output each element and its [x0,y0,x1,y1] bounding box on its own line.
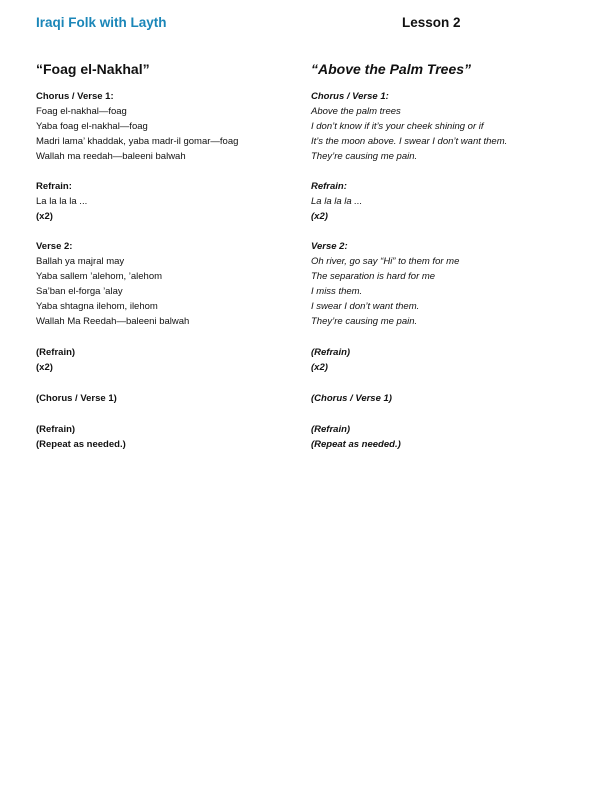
chorus-section [311,90,571,164]
song-title: “Above the Palm Trees” [311,61,472,77]
lyric-line: Above the palm trees [311,106,401,117]
lyric-line: La la la la ... [36,196,88,207]
section-label: Chorus / Verse 1: [36,91,114,102]
lyric-line: Wallah ma reedah—baleeni balwah [36,151,186,162]
closing-final [311,422,571,452]
lyric-line: They’re causing me pain. [311,151,418,162]
song-title: “Foag el-Nakhal” [36,61,150,77]
lyric-line: It’s the moon above. I swear I don’t want them. [311,136,508,147]
closing-refrain [36,345,296,375]
refrain-note: (Refrain) [311,347,351,358]
verse2-section [36,240,296,329]
section-label: Chorus / Verse 1: [311,91,389,102]
lyric-line: Yaba sallem ’alehom, ’alehom [36,271,163,282]
section-label: Refrain: [311,181,347,192]
section-label: Refrain: [36,181,72,192]
repeat-note: (x2) [36,211,53,222]
section-label: Verse 2: [311,241,348,252]
repeat-note: (x2) [311,362,328,373]
repeat-note: (x2) [36,362,53,373]
closing-final [36,422,296,452]
section-label: Verse 2: [36,241,73,252]
chorus-section [36,90,296,164]
lyric-line: I don’t know if it’s your cheek shining or if [311,121,484,132]
verse2-section [311,240,571,329]
refrain-note: (Refrain) [36,347,76,358]
refrain-note: (Refrain) [311,424,351,435]
lyric-line: I miss them. [311,286,363,297]
lyric-line: Ballah ya majral may [36,256,125,267]
lyric-line: Sa’ban el-forga ’alay [36,286,123,297]
refrain-section [36,180,296,224]
refrain-note: (Refrain) [36,424,76,435]
refrain-section [311,180,571,224]
closing-chorus [311,391,571,406]
lyric-line: Foag el-nakhal—foag [36,106,127,117]
lyric-line: The separation is hard for me [311,271,436,282]
lyric-line: Madri lama’ khaddak, yaba madr-il gomar—foag [36,136,239,147]
lesson-label: Lesson 2 [402,15,461,30]
closing-chorus [36,391,296,406]
lyric-line: Wallah Ma Reedah—baleeni balwah [36,316,190,327]
repeat-note: (x2) [311,211,328,222]
lyrics-translation-column [311,60,571,468]
lyric-line: La la la la ... [311,196,363,207]
closing-refrain [311,345,571,375]
lyric-line: Yaba shtagna ilehom, ilehom [36,301,158,312]
chorus-note: (Chorus / Verse 1) [311,393,392,404]
lyrics-transliteration-column [36,60,296,468]
lyric-line: They’re causing me pain. [311,316,418,327]
course-title: Iraqi Folk with Layth [36,15,167,30]
lyric-line: I swear I don’t want them. [311,301,420,312]
chorus-note: (Chorus / Verse 1) [36,393,117,404]
repeat-as-needed-note: (Repeat as needed.) [311,439,401,450]
lyric-line: Yaba foag el-nakhal—foag [36,121,148,132]
repeat-as-needed-note: (Repeat as needed.) [36,439,126,450]
lyric-line: Oh river, go say “Hi” to them for me [311,256,460,267]
